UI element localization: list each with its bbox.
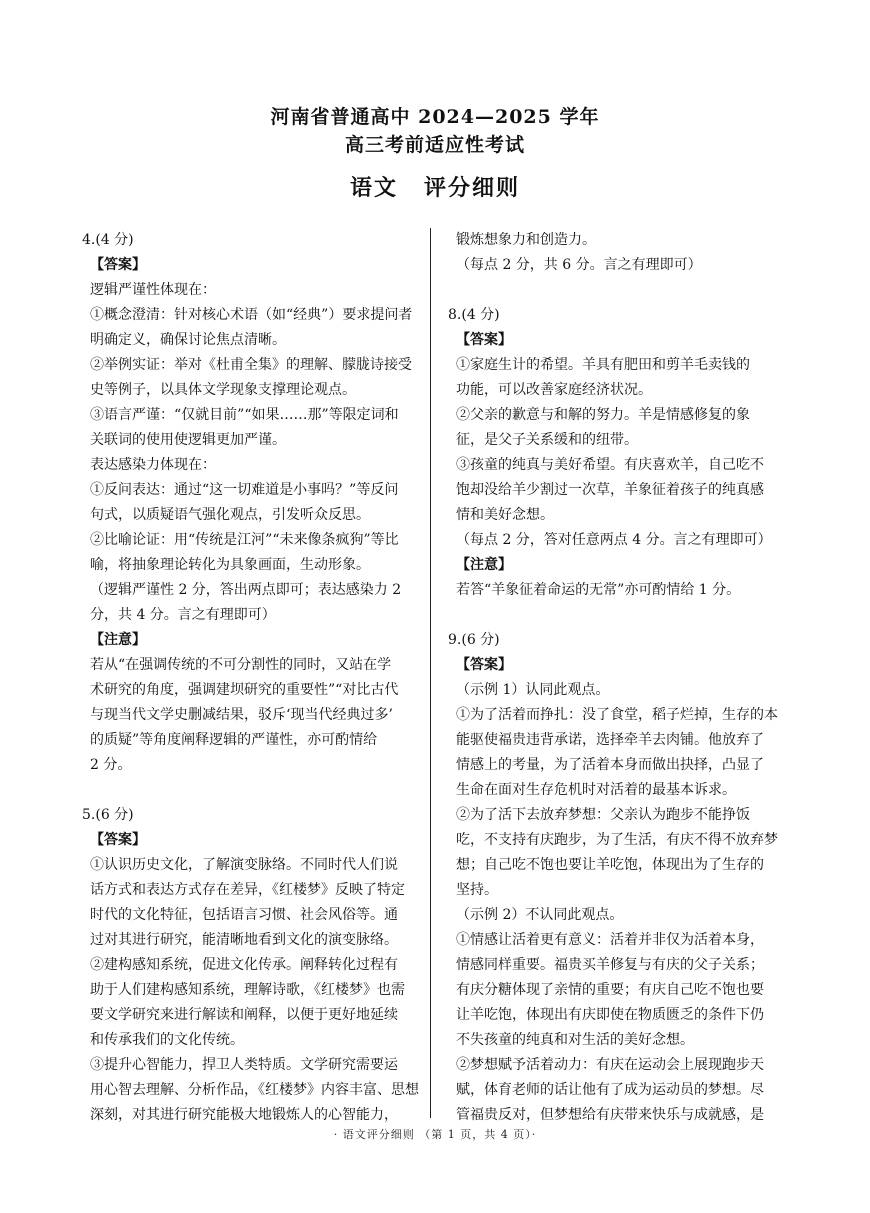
answer-line: 能驱使福贵违背承诺，选择牵羊去肉铺。他放弃了 <box>456 732 764 748</box>
answer-line: 关联词的使用使逻辑更加严谨。 <box>90 432 286 448</box>
question-4-answer <box>82 278 432 628</box>
question-8-heading: 8.(4 分) <box>448 307 500 323</box>
scoring-line: （每点 2 分，答对任意两点 4 分。言之有理即可） <box>456 532 772 548</box>
spacer <box>448 603 800 628</box>
answer-line: 不失孩童的纯真和对生活的美好念想。 <box>456 1032 694 1048</box>
answer-line: 让羊吃饱，体现出有庆即使在物质匮乏的条件下仍 <box>456 1007 764 1023</box>
answer-line: ③孩童的纯真与美好希望。有庆喜欢羊，自己吃不 <box>456 457 764 473</box>
answer-line: 饱却没给羊少割过一次草，羊象征着孩子的纯真感 <box>456 482 764 498</box>
question-4-heading: 4.(4 分) <box>82 232 134 248</box>
answer-line: 史等例子，以具体文学现象支撑理论观点。 <box>90 382 356 398</box>
question-5-answer <box>82 853 432 1128</box>
answer-line: 用心智去理解、分析作品，《红楼梦》内容丰富、思想 <box>90 1082 419 1098</box>
scoring-line: （逻辑严谨性 2 分，答出两点即可；表达感染力 2 <box>90 582 402 598</box>
question-9-heading: 9.(6 分) <box>448 632 500 648</box>
subject-name: 语文 <box>349 175 398 201</box>
subject-title <box>0 173 870 203</box>
answer-line: 明确定义，确保讨论焦点清晰。 <box>90 332 286 348</box>
spacer <box>448 278 800 303</box>
answer-line: 情感同样重要。福贵买羊修复与有庆的父子关系； <box>456 957 764 973</box>
answer-line: 征，是父子关系缓和的纽带。 <box>456 432 638 448</box>
note-line: 术研究的角度，强调建坝研究的重要性”“对比古代 <box>90 682 399 698</box>
answer-line: 情和美好念想。 <box>456 507 554 523</box>
answer-line: ②为了活下去放弃梦想：父亲认为跑步不能挣饭 <box>456 807 750 823</box>
answer-line: 过对其进行研究，能清晰地看到文化的演变脉络。 <box>90 932 398 948</box>
answer-line: （示例 2）不认同此观点。 <box>456 907 624 923</box>
answer-line: ②比喻论证：用“传统是江河”“未来像条疯狗”等比 <box>90 532 399 548</box>
question-5-answer-tag: 【答案】 <box>90 832 146 848</box>
answer-line: 助于人们建构感知系统，理解诗歌，《红楼梦》也需 <box>90 982 405 998</box>
note-line: 若从“在强调传统的不可分割性的同时，又站在学 <box>90 657 392 673</box>
answer-line: 吃，不支持有庆跑步，为了生活，有庆不得不放弃梦 <box>456 832 778 848</box>
question-5-continued-line: 锻炼想象力和创造力。 <box>456 232 596 248</box>
note-line: 与现当代文学史删减结果，驳斥‘现当代经典过多’ <box>90 707 393 723</box>
exam-title-line2: 高三考前适应性考试 <box>344 134 525 156</box>
answer-line: 想；自己吃不饱也要让羊吃饱，体现出为了生存的 <box>456 857 764 873</box>
answer-line: 管福贵反对，但梦想给有庆带来快乐与成就感，是 <box>456 1107 764 1123</box>
answer-line: 有庆分糖体现了亲情的重要；有庆自己吃不饱也要 <box>456 982 764 998</box>
answer-line: 表达感染力体现在： <box>90 457 216 473</box>
answer-line: ①概念澄清：针对核心术语（如“经典”）要求提问者 <box>90 307 413 323</box>
note-line: 的质疑”等角度阐释逻辑的严谨性，亦可酌情给 <box>90 732 378 748</box>
right-column <box>448 228 800 1128</box>
question-8-answer-tag: 【答案】 <box>456 332 512 348</box>
answer-line: 和传承我们的文化传统。 <box>90 1032 244 1048</box>
answer-line: 生命在面对生存危机时对活着的最基本诉求。 <box>456 782 736 798</box>
question-8-note-tag: 【注意】 <box>456 557 512 573</box>
answer-line: 赋，体育老师的话让他有了成为运动员的梦想。尽 <box>456 1082 764 1098</box>
answer-line: 功能，可以改善家庭经济状况。 <box>456 382 652 398</box>
answer-line: 时代的文化特征，包括语言习惯、社会风俗等。通 <box>90 907 398 923</box>
left-column <box>82 228 432 1128</box>
answer-line: ②父亲的歉意与和解的努力。羊是情感修复的象 <box>456 407 750 423</box>
question-5-heading: 5.(6 分) <box>82 807 134 823</box>
answer-line: ②建构感知系统，促进文化传承。阐释转化过程有 <box>90 957 398 973</box>
answer-line: ①反问表达：通过“这一切难道是小事吗？”等反问 <box>90 482 399 498</box>
exam-title-line1: 河南省普通高中 2024—2025 学年 <box>270 106 600 128</box>
answer-line: （示例 1）认同此观点。 <box>456 682 610 698</box>
question-4-answer-tag: 【答案】 <box>90 257 146 273</box>
spacer <box>82 778 432 803</box>
question-8-answer <box>448 353 800 553</box>
answer-line: ①家庭生计的希望。羊具有肥田和剪羊毛卖钱的 <box>456 357 750 373</box>
answer-line: 坚持。 <box>456 882 498 898</box>
answer-line: ②举例实证：举对《杜甫全集》的理解、朦胧诗接受 <box>90 357 412 373</box>
note-line: 2 分。 <box>90 757 132 773</box>
doc-type: 评分细则 <box>424 175 521 201</box>
question-9-answer <box>448 678 800 1128</box>
question-4-note-tag: 【注意】 <box>90 632 146 648</box>
scoring-line: （每点 2 分，共 6 分。言之有理即可） <box>456 257 702 273</box>
answer-line: 句式，以质疑语气强化观点，引发听众反思。 <box>90 507 370 523</box>
answer-line: 深刻，对其进行研究能极大地锻炼人的心智能力， <box>90 1107 398 1123</box>
answer-line: ①为了活着而挣扎：没了食堂，稻子烂掉，生存的本 <box>456 707 778 723</box>
question-4-note <box>82 653 432 778</box>
answer-line: ③提升心智能力，捍卫人类特质。文学研究需要运 <box>90 1057 398 1073</box>
answer-line: ①情感让活着更有意义：活着并非仅为活着本身， <box>456 932 764 948</box>
answer-line: ②梦想赋予活着动力：有庆在运动会上展现跑步天 <box>456 1057 764 1073</box>
page-footer: · 语文评分细则 （第 1 页，共 4 页）· <box>333 1128 537 1141</box>
answer-line: ③语言严谨：“仅就目前”“如果……那”等限定词和 <box>90 407 399 423</box>
answer-line: 情感上的考量，为了活着本身而做出抉择，凸显了 <box>456 757 764 773</box>
note-line: 若答“羊象征着命运的无常”亦可酌情给 1 分。 <box>456 582 741 598</box>
scoring-line: 分，共 4 分。言之有理即可） <box>90 607 276 623</box>
page-header <box>0 103 870 203</box>
answer-line: ①认识历史文化，了解演变脉络。不同时代人们说 <box>90 857 398 873</box>
answer-line: 话方式和表达方式存在差异，《红楼梦》反映了特定 <box>90 882 405 898</box>
question-9-answer-tag: 【答案】 <box>456 657 512 673</box>
answer-line: 喻，将抽象理论转化为具象画面，生动形象。 <box>90 557 370 573</box>
answer-line: 逻辑严谨性体现在： <box>90 282 216 298</box>
answer-line: 要文学研究来进行解读和阐释，以便于更好地延续 <box>90 1007 398 1023</box>
